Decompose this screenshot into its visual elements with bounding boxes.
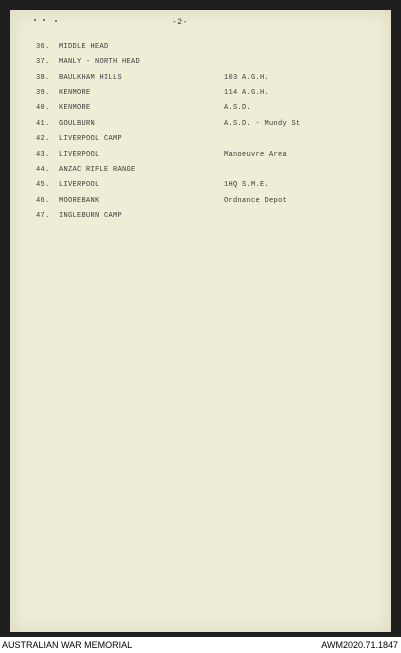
list-item <box>36 166 224 174</box>
list-item <box>36 89 269 97</box>
entry-place: INGLEBURN CAMP <box>59 212 123 220</box>
entry-note: 1HQ S.M.E. <box>224 181 270 189</box>
entry-note: Ordnance Depot <box>224 197 288 205</box>
entry-place: MIDDLE HEAD <box>59 43 109 51</box>
catalogue-reference: AWM2020.71.1847 <box>321 640 398 650</box>
list-item <box>36 197 287 205</box>
entry-note: A.S.D. - Mundy St <box>224 120 301 128</box>
list-item <box>36 43 224 51</box>
entry-place: LIVERPOOL <box>59 151 100 159</box>
archive-footer <box>0 637 401 653</box>
entry-note: A.S.D. <box>224 104 252 112</box>
entry-number: 42. <box>36 135 50 143</box>
entry-place: KENMORE <box>59 89 91 97</box>
entry-place: ANZAC RIFLE RANGE <box>59 166 136 174</box>
entry-place: LIVERPOOL CAMP <box>59 135 123 143</box>
entry-note: 114 A.G.H. <box>224 89 270 97</box>
entry-place: LIVERPOOL <box>59 181 100 189</box>
list-item <box>36 135 224 143</box>
entry-place: MOOREBANK <box>59 197 100 205</box>
entry-note: Manoeuvre Area <box>224 151 288 159</box>
list-item <box>36 212 224 220</box>
entry-number: 47. <box>36 212 50 220</box>
entry-number: 40. <box>36 104 50 112</box>
entry-number: 39. <box>36 89 50 97</box>
entry-number: 37. <box>36 58 50 66</box>
entry-number: 45. <box>36 181 50 189</box>
entry-place: BAULKHAM HILLS <box>59 74 123 82</box>
page-number: -2- <box>172 18 188 27</box>
entry-number: 36. <box>36 43 50 51</box>
entry-place: GOULBURN <box>59 120 96 128</box>
list-item <box>36 74 269 82</box>
entry-note: 103 A.G.H. <box>224 74 270 82</box>
punch-mark <box>55 20 57 22</box>
punch-mark <box>43 19 45 21</box>
punch-mark <box>34 19 36 21</box>
institution-name: AUSTRALIAN WAR MEMORIAL <box>2 640 133 650</box>
list-item <box>36 120 301 128</box>
list-item <box>36 58 224 66</box>
entry-number: 43. <box>36 151 50 159</box>
entry-place: MANLY - NORTH HEAD <box>59 58 141 66</box>
entry-number: 46. <box>36 197 50 205</box>
entry-number: 38. <box>36 74 50 82</box>
entry-number: 44. <box>36 166 50 174</box>
list-item <box>36 151 287 159</box>
entry-number: 41. <box>36 120 50 128</box>
list-item <box>36 104 251 112</box>
entry-place: KENMORE <box>59 104 91 112</box>
list-item <box>36 181 269 189</box>
